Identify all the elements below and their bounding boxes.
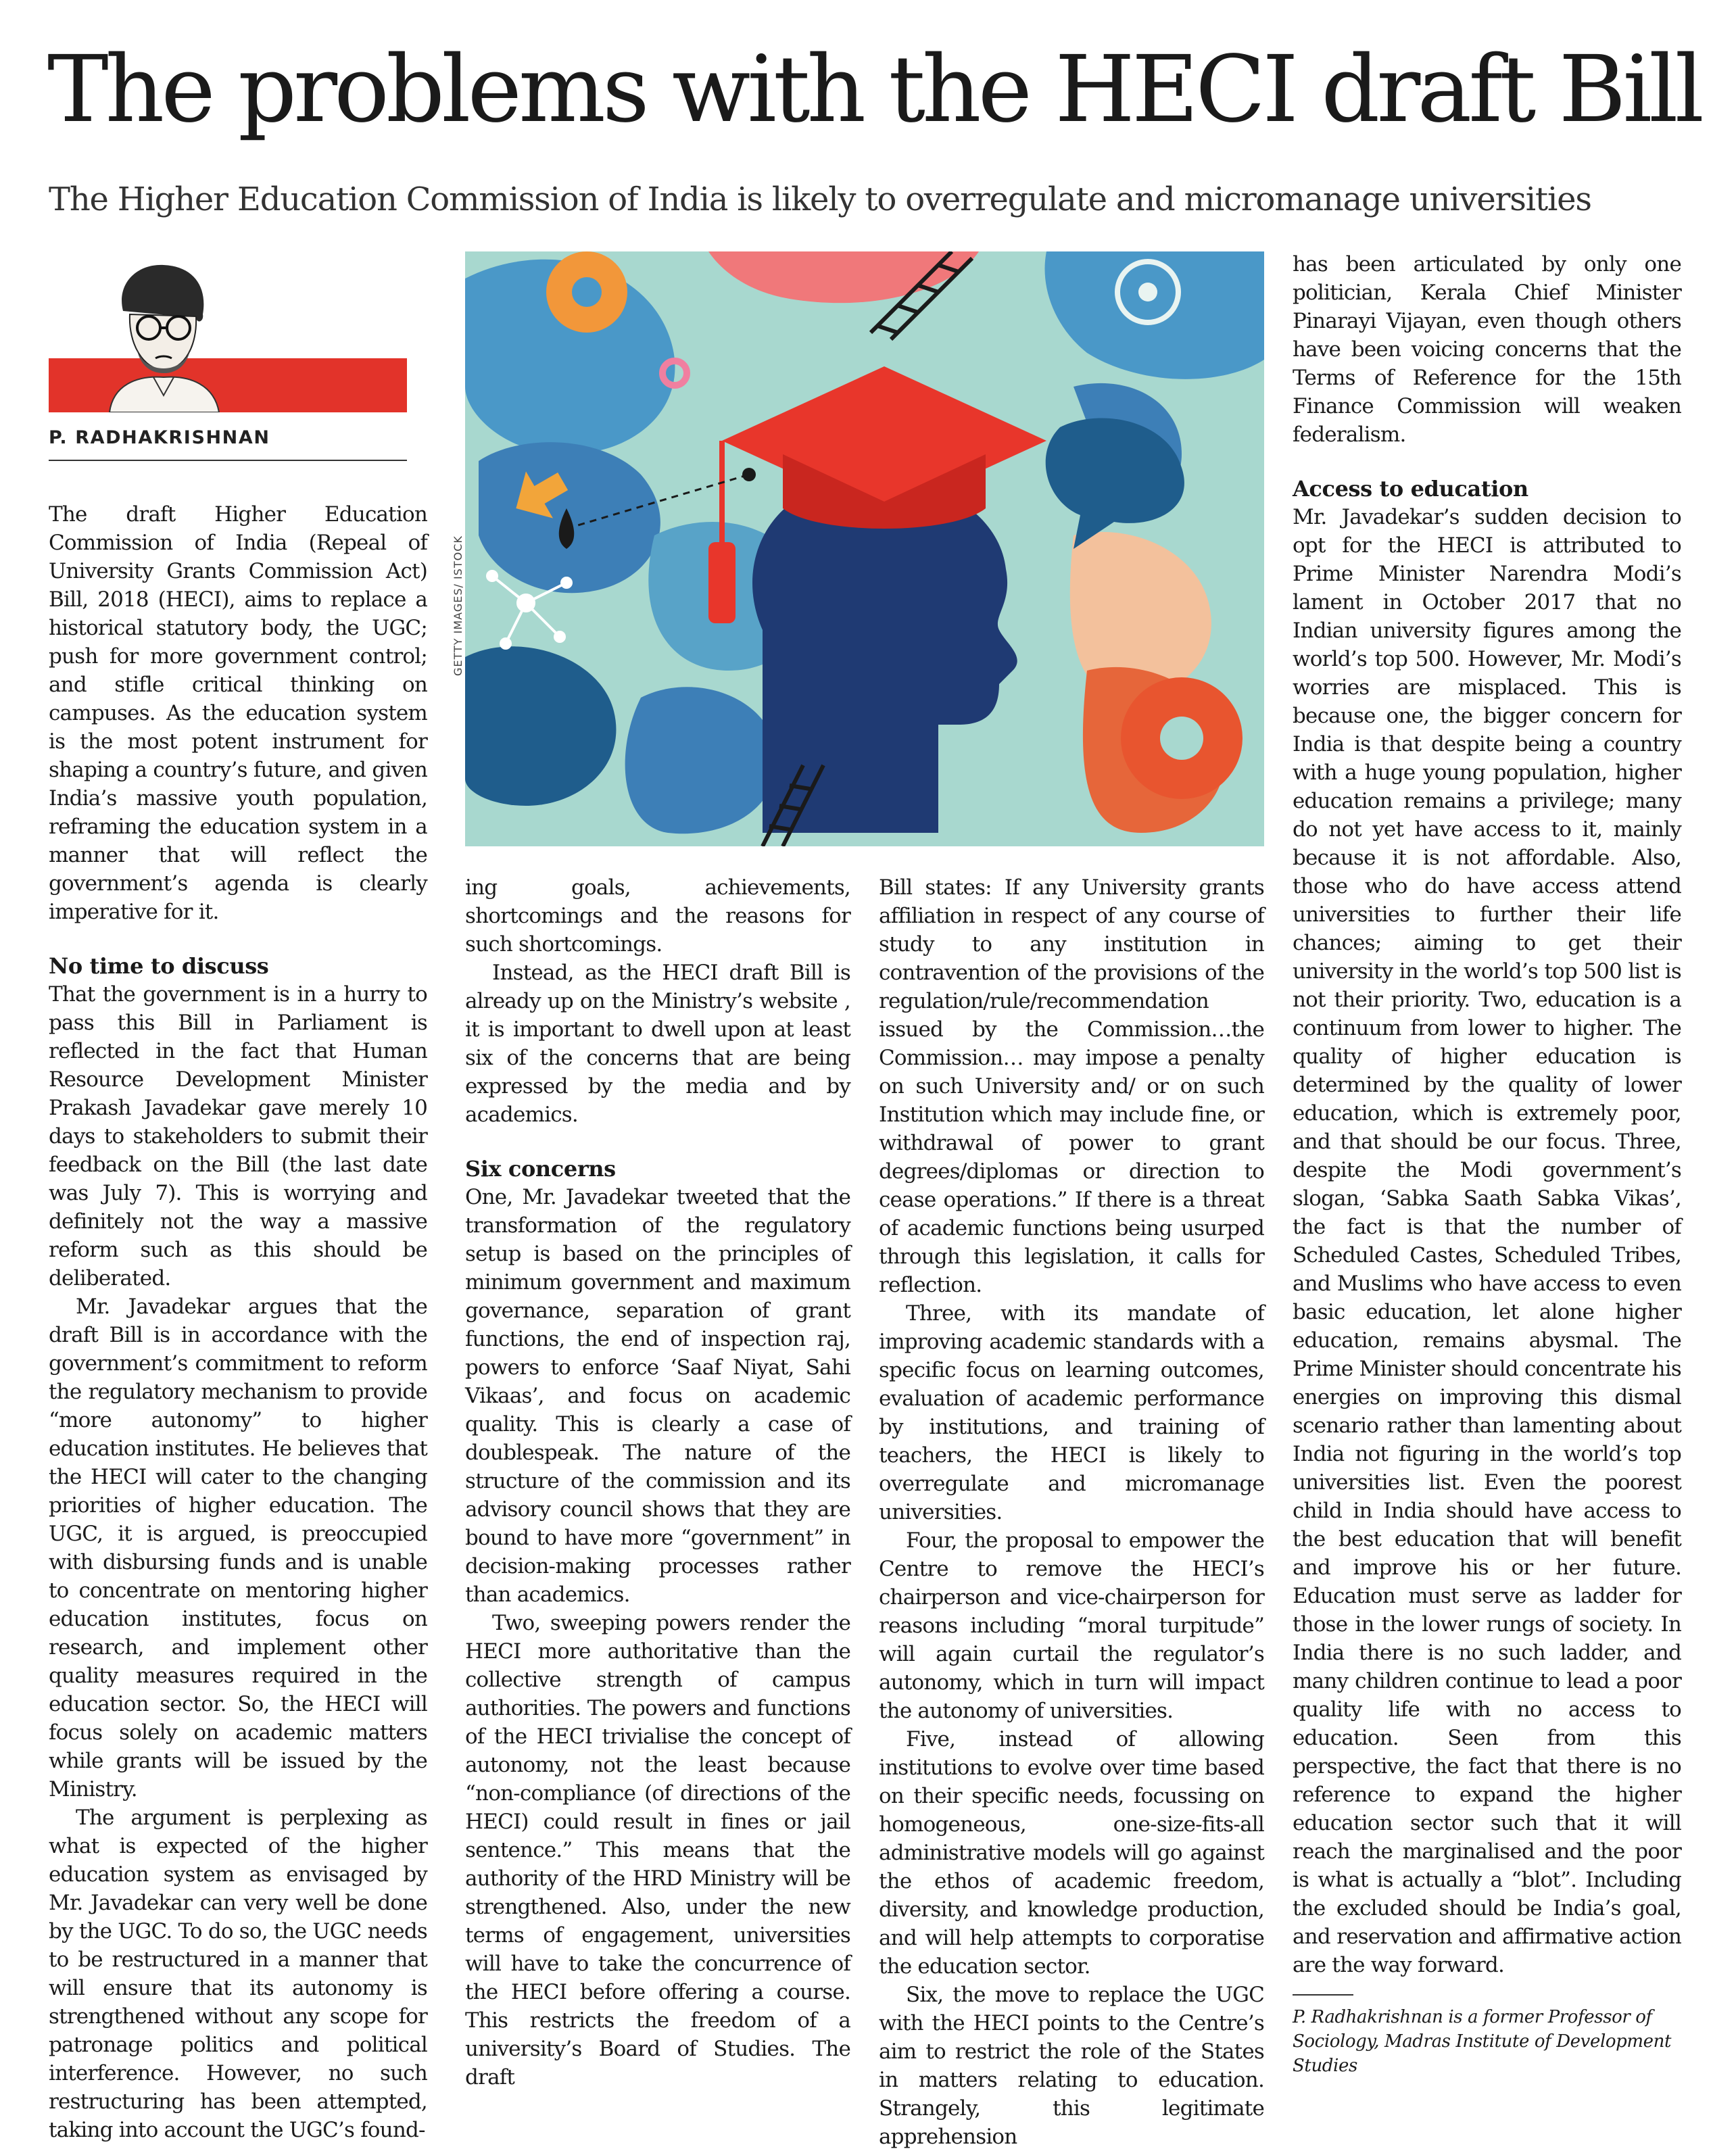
paragraph: Five, instead of allowing institutions to evolve over time based on their specific needs, focussing on homogeneous, one-size-fits-all administrative models will go against the ethos of academic freedom, diversity, and knowledge production, and will help attempts to corporatise the education sector. bbox=[879, 1727, 1264, 1979]
column-4 bbox=[1293, 250, 1681, 2078]
standfirst: The Higher Education Commission of India is likely to overregulate and micromanage universities bbox=[49, 180, 1591, 218]
headline: The problems with the HECI draft Bill bbox=[47, 37, 1702, 143]
subhead-access-to-education: Access to education bbox=[1293, 476, 1528, 502]
author-block bbox=[49, 257, 407, 466]
paragraph: ing goals, achievements, shortcomings and the reasons for such shortcomings. bbox=[465, 875, 850, 957]
gear-icon bbox=[546, 251, 627, 333]
paragraph: Two, sweeping powers render the HECI more authoritative than the collective strength of campus authorities. The powers and functions of the HECI trivialise the concept of autonomy, not the least because “non-compliance (of directions of the HECI) could result in fines or jail sentence.” This means that the authority of the HRD Ministry will be strengthened. Also, under the new terms of engagement, universities will have to take the concurrence of the HECI before offering a course. This restricts the freedom of a university’s Board of Studies. The draft bbox=[465, 1611, 850, 2089]
column-2 bbox=[465, 873, 850, 2092]
paragraph: Three, with its mandate of improving academic standards with a specific focus on learning outcomes, evaluation of academic performance by institutions, and training of teachers, the HECI is likely to overregulate and micromanage universities. bbox=[879, 1301, 1264, 1524]
subhead-six-concerns: Six concerns bbox=[465, 1156, 616, 1182]
paragraph: Bill states: If any University grants affiliation in respect of any course of study to any institution in contravention of the provisions of the regulation/rule/recommendation issued by the Commission…the Commission… may impose a penalty on such University and/ or on such Institution which may include fine, or withdrawal of power to grant degrees/diplomas or direction to cease operations.” If there is a threat of academic functions being usurped through this legislation, it calls for reflection. bbox=[879, 875, 1264, 1297]
paragraph: Four, the proposal to empower the Centre to remove the HECI’s chairperson and vice-chairperson for reasons including “moral turpitude” will again curtail the regulator’s autonomy, which in turn will impact the autonomy of universities. bbox=[879, 1528, 1264, 1723]
paragraph: One, Mr. Javadekar tweeted that the transformation of the regulatory setup is based on the principles of minimum government and maximum governance, separation of grant functions, the end of inspection raj, powers to enforce ‘Saaf Niyat, Sahi Vikaas’, and focus on academic quality. This is clearly a case of doublespeak. The nature of the structure of the commission and its advisory council shows that they are bound to have more “government” in decision-making processes rather than academics. bbox=[465, 1185, 850, 1607]
subhead-no-time-to-discuss: No time to discuss bbox=[49, 953, 269, 979]
graduation-head-illustration bbox=[465, 251, 1264, 846]
author-bio: P. Radhakrishnan is a former Professor of Sociology, Madras Institute of Development Studies bbox=[1293, 2007, 1671, 2076]
bio-rule bbox=[1293, 1994, 1353, 1996]
author-name: P. RADHAKRISHNAN bbox=[49, 427, 270, 448]
paragraph: Instead, as the HECI draft Bill is already up on the Ministry’s website , it is important to dwell upon at least six of the concerns that are being expressed by the media and by academics. bbox=[465, 961, 850, 1127]
paragraph: has been articulated by only one politician, Kerala Chief Minister Pinarayi Vijayan, even though others have been voicing concerns that the Terms of Reference for the 15th Finance Commission will weaken federalism. bbox=[1293, 252, 1681, 447]
column-3 bbox=[879, 873, 1264, 2151]
paragraph: That the government is in a hurry to pass this Bill in Parliament is reflected in the fact that Human Resource Development Minister Prakash Javadekar gave merely 10 days to stakeholders to submit their feedback on the Bill (the last date was July 7). This is worrying and definitely not the way a massive reform such as this should be deliberated. bbox=[49, 982, 427, 1290]
paragraph: Six, the move to replace the UGC with the HECI points to the Centre’s aim to restrict the role of the States in matters relating to education. Strangely, this legitimate apprehension bbox=[879, 1983, 1264, 2149]
paragraph: The argument is perplexing as what is expected of the higher education system as envisaged by Mr. Javadekar can very well be done by the UGC. To do so, the UGC needs to be restructured in a manner that will ensure that its autonomy is strengthened without any scope for patronage politics and political interference. However, no such restructuring has been attempted, taking into account the UGC’s found- bbox=[49, 1806, 427, 2142]
column-1 bbox=[49, 500, 427, 2144]
paragraph: Mr. Javadekar argues that the draft Bill is in accordance with the government’s commitment to reform the regulatory mechanism to provide “more autonomy” to higher education institutes. He believes that the HECI will cater to the changing priorities of higher education. The UGC, it is argued, is preoccupied with disbursing funds and is unable to concentrate on mentoring higher education institutes, focus on research, and implement other quality measures required in the education sector. So, the HECI will focus solely on academic matters while grants will be issued by the Ministry. bbox=[49, 1295, 427, 1802]
author-portrait-icon bbox=[96, 257, 224, 412]
image-credit: GETTY IMAGES/ ISTOCK bbox=[452, 535, 464, 676]
paragraph: The draft Higher Education Commission of India (Repeal of University Grants Commission Act) Bill, 2018 (HECI), aims to replace a historical statutory body, the UGC; push for more government control; and stifle critical thinking on campuses. As the education system is the most potent instrument for shaping a country’s future, and given India’s massive youth population, reframing the education system in a manner that will reflect the government’s agenda is clearly imperative for it. bbox=[49, 502, 427, 924]
author-rule bbox=[49, 460, 407, 461]
paragraph: Mr. Javadekar’s sudden decision to opt for the HECI is attributed to Prime Minister Narendra Modi’s lament in October 2017 that no Indian university figures among the world’s top 500. However, Mr. Modi’s worries are misplaced. This is because one, the bigger concern for India is that despite being a country with a huge young population, higher education remains a privilege; many do not yet have access to it, mainly because it is not affordable. Also, those who do have access attend universities to further their life chances; aiming to get their university in the world’s top 500 list is not their priority. Two, education is a continuum from lower to higher. The quality of higher education is determined by the quality of lower education, which is extremely poor, and that should be our focus. Three, despite the Modi government’s slogan, ‘Sabka Saath Sabka Vikas’, the fact is that the number of Scheduled Castes, Scheduled Tribes, and Muslims who have access to even basic education, let alone higher education, remains abysmal. The Prime Minister should concentrate his energies on improving this dismal scenario rather than lamenting about India not figuring in the world’s top universities list. Even the poorest child in India should have access to the best education that will benefit and improve his or her future. Education must serve as ladder for those in the lower rungs of society. In India there is no such ladder, and many children continue to lead a poor quality life with no access to education. Seen from this perspective, the fact that there is no reference to expand the higher education sector such that it will reach the marginalised and the poor is what is actually a “blot”. Including the excluded should be India’s goal, and reservation and affirmative action are the way forward. bbox=[1293, 505, 1681, 1977]
